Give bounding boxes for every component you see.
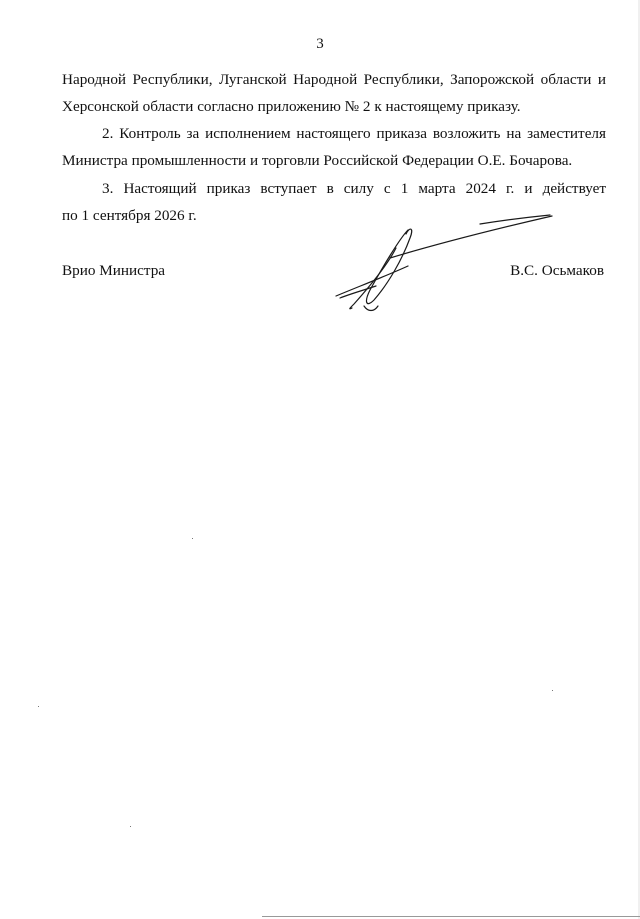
page-number: 3 [316, 36, 324, 52]
paragraph-3-line-1: 3. Настоящий приказ вступает в силу с 1 марта 2024 г. и действует [102, 180, 606, 197]
scan-speck [192, 538, 193, 539]
paragraph-1-line-1: Народной Республики, Луганской Народной Республики, Запорожской области и [62, 71, 606, 88]
scan-bottom-edge [262, 916, 640, 917]
signatory-name: В.С. Осьмаков [510, 262, 604, 279]
scan-speck [552, 690, 553, 691]
paragraph-2-line-1: 2. Контроль за исполнением настоящего приказа возложить на заместителя [102, 125, 606, 142]
scan-speck [38, 706, 39, 707]
signatory-position: Врио Министра [62, 262, 166, 279]
paragraph-2-line-2: Министра промышленности и торговли Российской Федерации О.Е. Бочарова. [62, 152, 573, 169]
paragraph-1-line-2: Херсонской области согласно приложению № 2 к настоящему приказу. [62, 98, 521, 115]
scan-speck [130, 826, 131, 827]
paragraph-3-line-2: по 1 сентября 2026 г. [62, 207, 197, 224]
paragraph-1 [62, 66, 606, 120]
paragraph-2 [62, 120, 606, 174]
